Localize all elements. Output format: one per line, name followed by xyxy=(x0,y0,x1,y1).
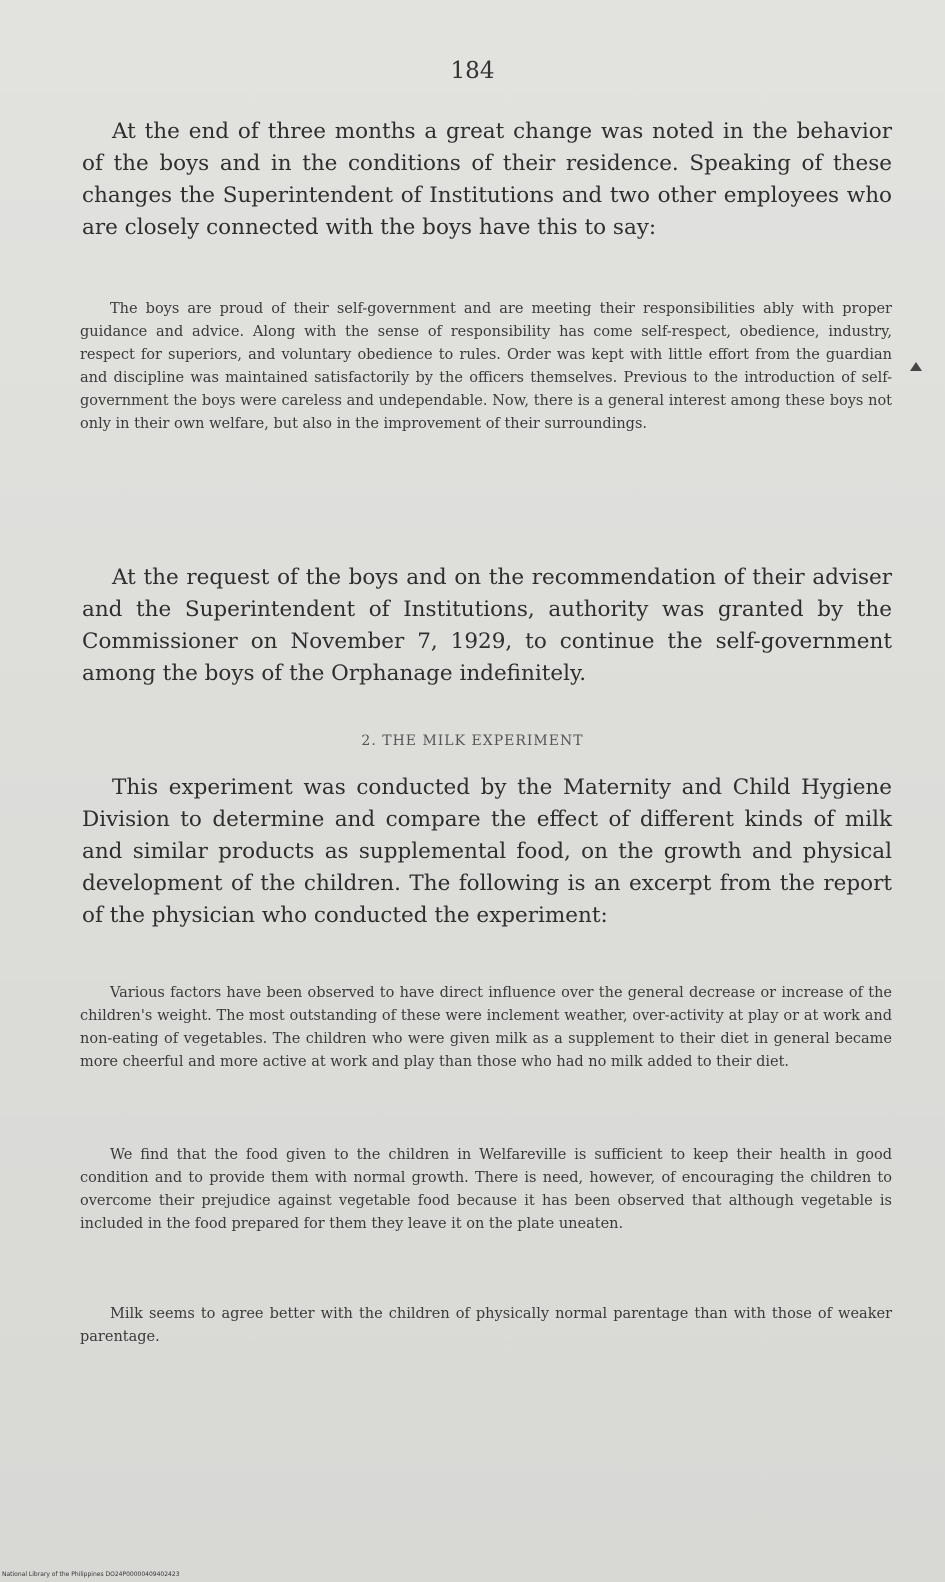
footer-source-note: National Library of the Philippines DO24P00000409402423 xyxy=(2,1571,180,1578)
margin-mark xyxy=(910,362,922,371)
paragraph-milk-experiment: This experiment was conducted by the Maternity and Child Hygiene Division to determine and compare the effect of different kinds of milk and similar products as supplemental food, on the growth and physical development of the children. The following is an excerpt from the report of the physician who conducted the experiment: xyxy=(82,775,892,928)
page-number: 184 xyxy=(450,58,495,84)
quote-self-government: The boys are proud of their self-government and are meeting their responsibilities ably with proper guidance and advice. Along with the sense of responsibility has come self-respect, obedience, industry, respect for superiors, and voluntary obedience to rules. Order was kept with little effort from the guardian and discipline was maintained satisfactorily by the officers themselves. Previous to the introduction of self-government the boys were careless and undependable. Now, there is a general interest among these boys not only in their own welfare, but also in the improvement of their surroundings. xyxy=(80,301,892,432)
paragraph-authority-granted: At the request of the boys and on the recommendation of their adviser and the Superintendent of Institutions, authority was granted by the Commissioner on November 7, 1929, to continue the self-government among the boys of the Orphanage indefinitely. xyxy=(82,565,892,686)
quote-weight-factors: Various factors have been observed to have direct influence over the general decrease or increase of the children's weight. The most outstanding of these were inclement weather, over-activity at play or at work and non-eating of vegetables. The children who were given milk as a supplement to their diet in general became more cheerful and more active at work and play than those who had no milk added to their diet. xyxy=(80,985,892,1070)
paragraph-behavior-change: At the end of three months a great change was noted in the behavior of the boys and in the conditions of their residence. Speaking of these changes the Superintendent of Institutions and two other employees who are closely connected with the boys have this to say: xyxy=(82,119,892,240)
quote-food-sufficient: We find that the food given to the children in Welfareville is sufficient to keep their health in good condition and to provide them with normal growth. There is need, however, of encouraging the children to overcome their prejudice against vegetable food because it has been observed that although vegetable is included in the food prepared for them they leave it on the plate uneaten. xyxy=(80,1147,892,1232)
quote-milk-parentage: Milk seems to agree better with the children of physically normal parentage than with those of weaker parentage. xyxy=(80,1306,892,1345)
section-heading: 2. THE MILK EXPERIMENT xyxy=(361,733,584,749)
